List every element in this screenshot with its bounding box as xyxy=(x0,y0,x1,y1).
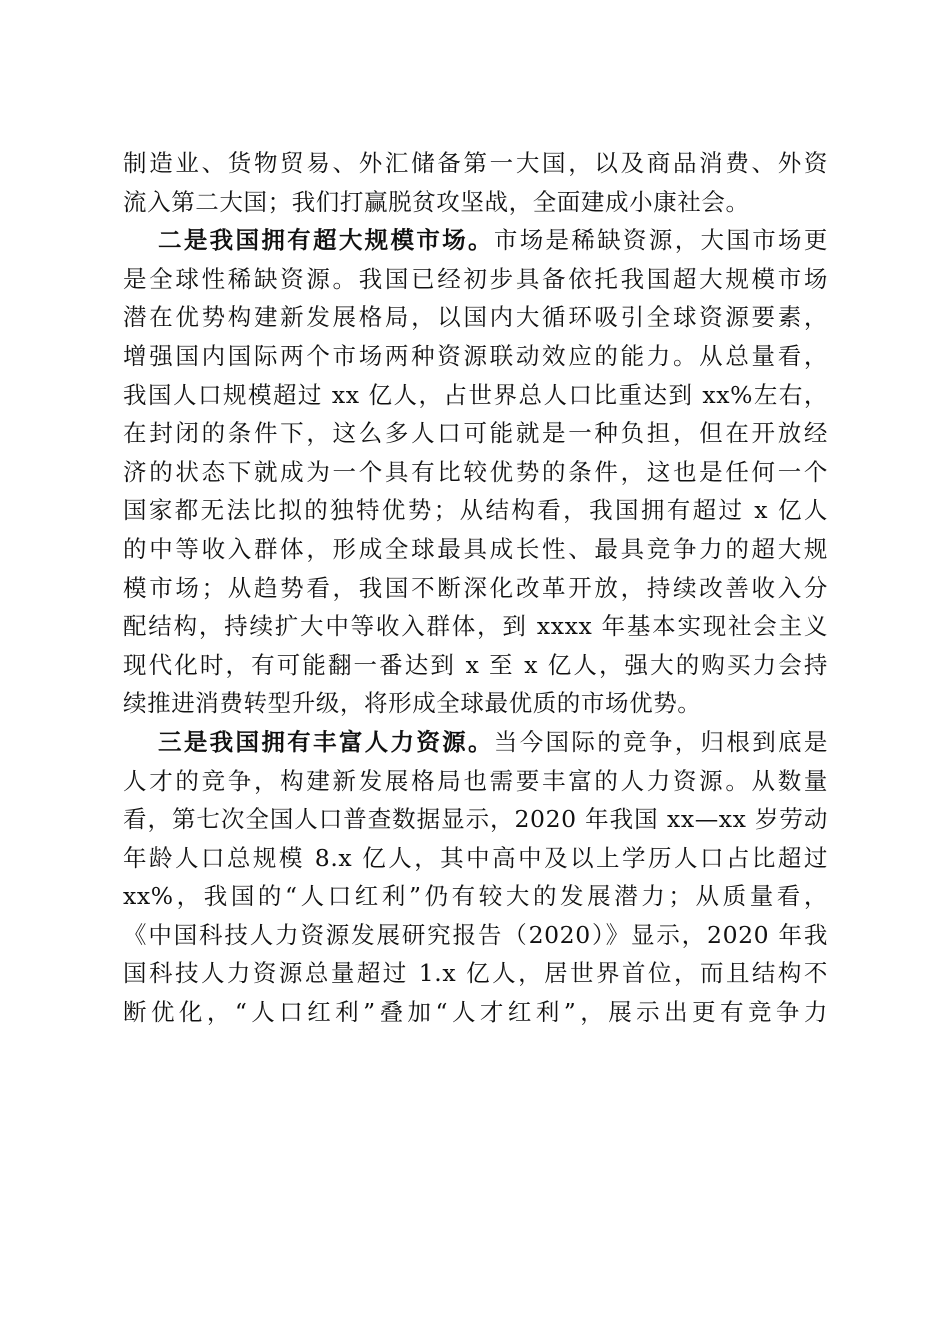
paragraph-lead-heading: 二是我国拥有超大规模市场。 xyxy=(158,226,494,255)
text-line: 国家都无法比拟的独特优势；从结构看，我国拥有超过 x 亿人 xyxy=(123,496,828,525)
paragraph-first-line xyxy=(123,221,828,260)
text-line: 济的状态下就成为一个具有比较优势的条件，这也是任何一个 xyxy=(123,457,828,486)
text-line: 我国人口规模超过 xx 亿人，占世界总人口比重达到 xx%左右， xyxy=(123,380,828,409)
text-run: 市场是稀缺资源，大国市场更 xyxy=(493,226,828,255)
text-run: 当今国际的竞争，归根到底是 xyxy=(493,727,828,756)
paragraph-1 xyxy=(123,144,828,221)
paragraph-first-line xyxy=(123,723,828,762)
text-line: 人才的竞争，构建新发展格局也需要丰富的人力资源。从数量 xyxy=(123,766,828,795)
text-line: 流入第二大国；我们打赢脱贫攻坚战，全面建成小康社会。 xyxy=(123,187,750,216)
text-line: 配结构，持续扩大中等收入群体，到 xxxx 年基本实现社会主义 xyxy=(123,612,828,641)
text-line: 国科技人力资源总量超过 1.x 亿人，居世界首位，而且结构不 xyxy=(123,959,828,988)
text-line: 潜在优势构建新发展格局，以国内大循环吸引全球资源要素， xyxy=(123,303,828,332)
text-line: 现代化时，有可能翻一番达到 x 至 x 亿人，强大的购买力会持 xyxy=(123,650,828,679)
paragraph-2 xyxy=(123,221,828,723)
paragraph-lead-heading: 三是我国拥有丰富人力资源。 xyxy=(158,727,494,756)
text-line: 制造业、货物贸易、外汇储备第一大国，以及商品消费、外资 xyxy=(123,149,828,177)
text-line: 续推进消费转型升级，将形成全球最优质的市场优势。 xyxy=(123,689,702,718)
text-line: 年龄人口总规模 8.x 亿人，其中高中及以上学历人口占比超过 xyxy=(123,843,828,872)
text-line: 增强国内国际两个市场两种资源联动效应的能力。从总量看， xyxy=(123,341,828,370)
text-line: 模市场；从趋势看，我国不断深化改革开放，持续改善收入分 xyxy=(123,573,828,602)
text-line: 在封闭的条件下，这么多人口可能就是一种负担，但在开放经 xyxy=(123,419,828,448)
paragraph-3 xyxy=(123,723,828,1032)
text-line: 断优化，“人口红利”叠加“人才红利”，展示出更有竞争力 xyxy=(123,998,828,1027)
text-line: 的中等收入群体，形成全球最具成长性、最具竞争力的超大规 xyxy=(123,534,828,563)
text-line: 看，第七次全国人口普查数据显示，2020 年我国 xx—xx 岁劳动 xyxy=(123,805,828,834)
text-line: 《中国科技人力资源发展研究报告（2020）》显示，2020 年我 xyxy=(123,920,828,949)
text-line: xx%，我国的“人口红利”仍有较大的发展潜力；从质量看， xyxy=(123,882,828,911)
text-line: 是全球性稀缺资源。我国已经初步具备依托我国超大规模市场 xyxy=(123,264,828,293)
body-text xyxy=(123,144,828,1032)
